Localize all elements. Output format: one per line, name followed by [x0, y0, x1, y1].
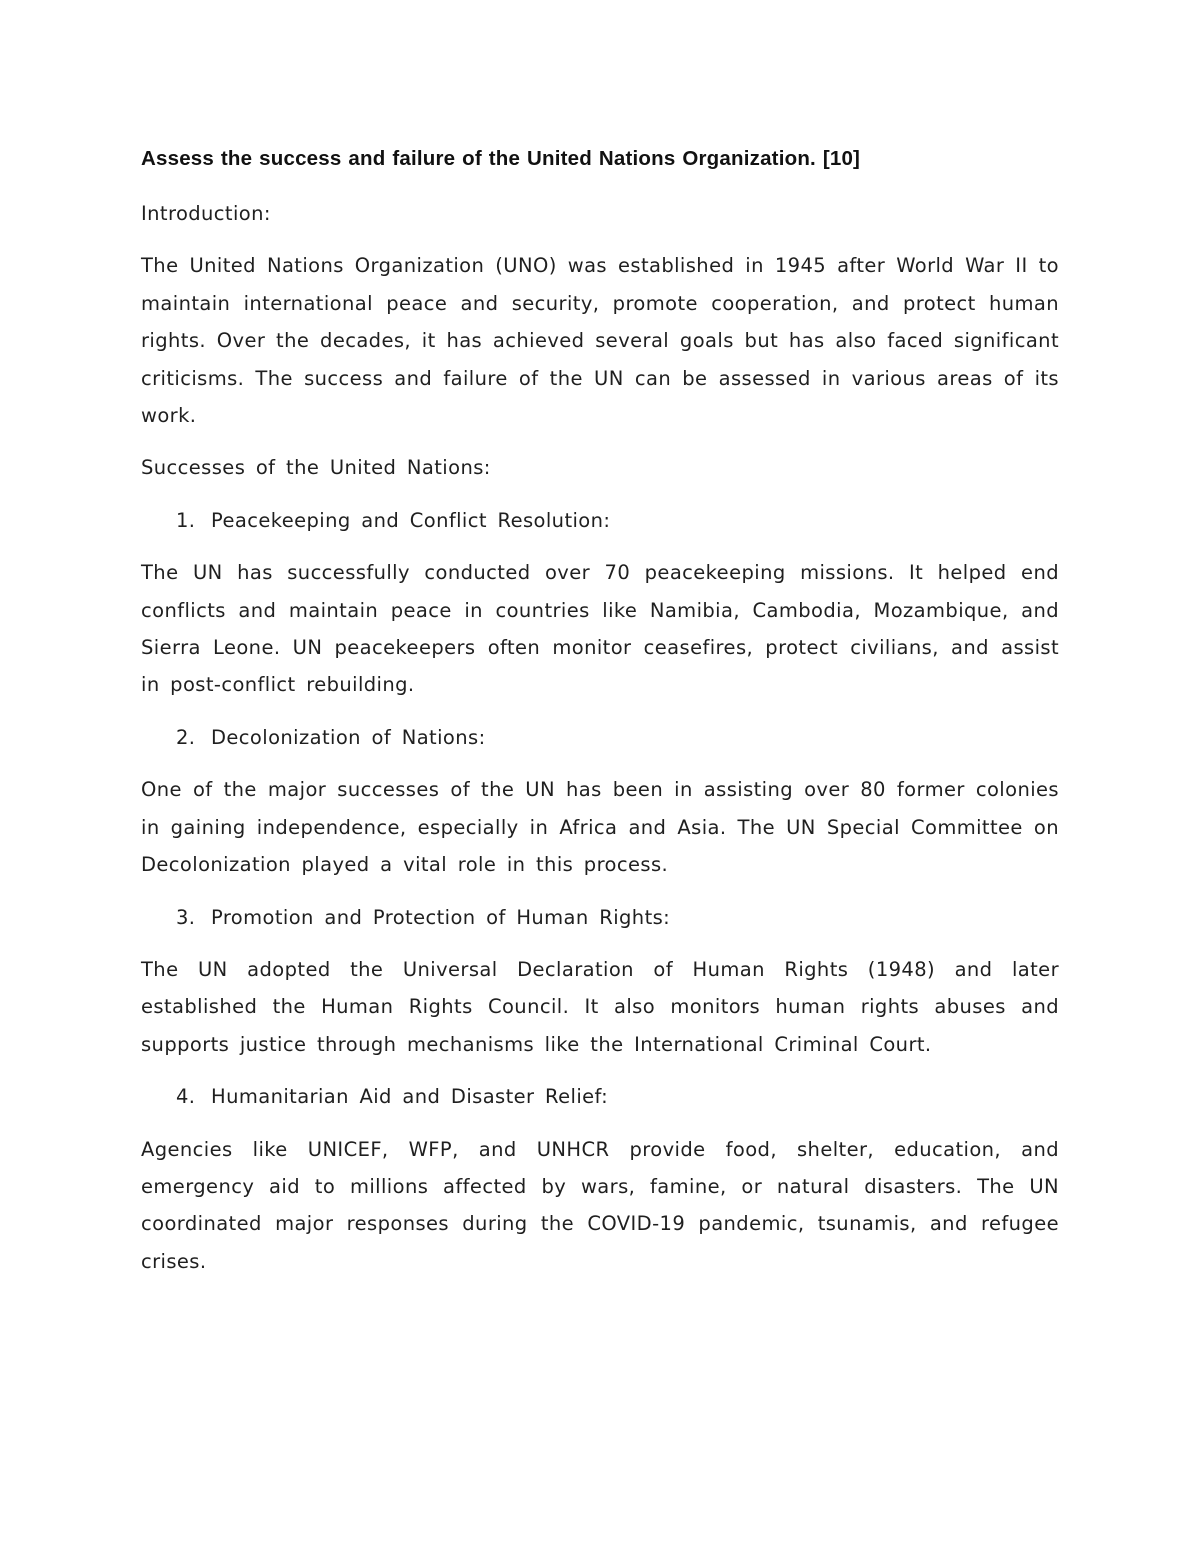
- section-body-2: One of the major successes of the UN has been in assisting over 80 former colonies in gaining independence, especially in Africa and Asia. The UN Special Committee on Decolonization played a vital role in this process.: [141, 778, 1059, 877]
- section-number: 3.: [176, 905, 196, 929]
- section-heading-text: Decolonization of Nations:: [211, 725, 486, 749]
- section-heading-text: Humanitarian Aid and Disaster Relief:: [211, 1085, 609, 1109]
- section-heading-text: Promotion and Protection of Human Rights:: [211, 905, 671, 929]
- document-content: [141, 140, 1059, 1295]
- section-body-4: Agencies like UNICEF, WFP, and UNHCR provide food, shelter, education, and emergency aid to millions affected by wars, famine, or natural disasters. The UN coordinated major responses during the COVID-19 pandemic, tsunamis, and refugee crises.: [141, 1137, 1059, 1273]
- section-body-1: The UN has successfully conducted over 70 peacekeeping missions. It helped end conflicts and maintain peace in countries like Namibia, Cambodia, Mozambique, and Sierra Leone. UN peacekeepers often monitor ceasefires, protect civilians, and assist in post-conflict rebuilding.: [141, 561, 1059, 697]
- intro-paragraph: The United Nations Organization (UNO) was established in 1945 after World War II to maintain international peace and security, promote cooperation, and protect human rights. Over the decades, it has achieved several goals but has also faced significant criticisms. The success and failure of the UN can be assessed in various areas of its work.: [141, 254, 1059, 428]
- section-number: 4.: [176, 1085, 196, 1109]
- section-heading-3: [141, 899, 1059, 936]
- section-heading-2: [141, 719, 1059, 756]
- section-heading-1: [141, 502, 1059, 539]
- section-number: 1.: [176, 508, 196, 532]
- section-number: 2.: [176, 725, 196, 749]
- section-heading-text: Peacekeeping and Conflict Resolution:: [211, 508, 611, 532]
- document-title: Assess the success and failure of the United Nations Organization. [10]: [141, 147, 861, 170]
- successes-label: Successes of the United Nations:: [141, 456, 491, 480]
- section-body-3: The UN adopted the Universal Declaration of Human Rights (1948) and later established the Human Rights Council. It also monitors human rights abuses and supports justice through mechanisms like the International Criminal Court.: [141, 957, 1059, 1056]
- intro-label: Introduction:: [141, 202, 271, 225]
- section-heading-4: [141, 1078, 1059, 1115]
